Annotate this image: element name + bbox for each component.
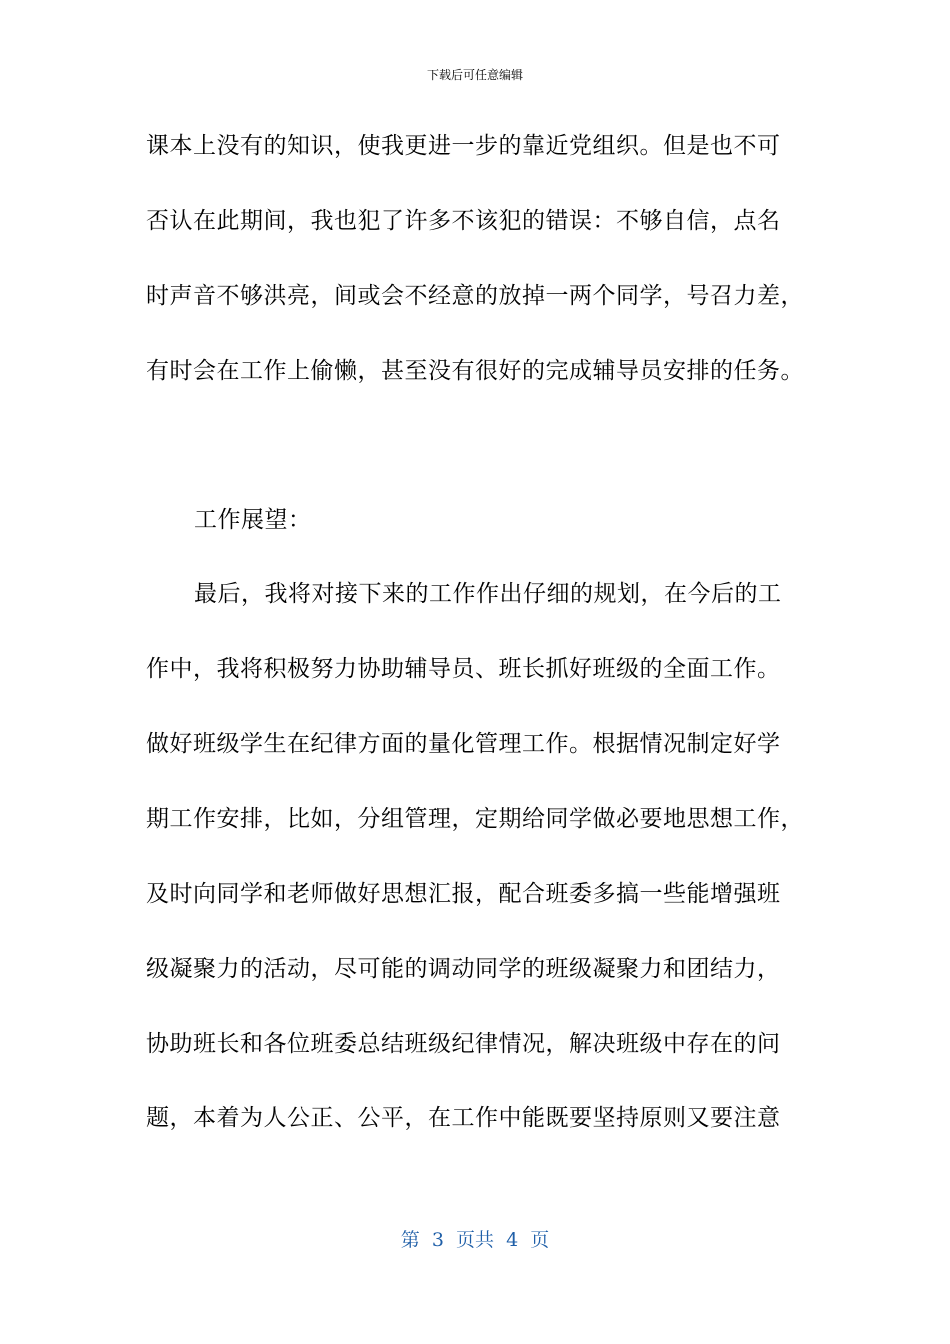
body-line: 级凝聚力的活动，尽可能的调动同学的班级凝聚力和团结力， [146,956,781,982]
body-line: 作中，我将积极努力协助辅导员、班长抓好班级的全面工作。 [146,656,781,682]
body-line: 期工作安排，比如，分组管理，定期给同学做必要地思想工作， [146,806,804,832]
body-line: 课本上没有的知识，使我更进一步的靠近党组织。但是也不可 [146,133,781,159]
body-line: 最后，我将对接下来的工作作出仔细的规划，在今后的工 [194,581,782,607]
body-line: 有时会在工作上偷懒，甚至没有很好的完成辅导员安排的任务。 [146,358,804,384]
body-line: 做好班级学生在纪律方面的量化管理工作。根据情况制定好学 [146,731,781,757]
section-heading: 工作展望： [194,507,312,533]
body-line: 协助班长和各位班委总结班级纪律情况，解决班级中存在的问 [146,1031,781,1057]
page-number: 第 3 页共 4 页 [400,1229,550,1251]
body-line: 否认在此期间，我也犯了许多不该犯的错误：不够自信，点名 [146,208,781,234]
body-line: 及时向同学和老师做好思想汇报，配合班委多搞一些能增强班 [146,881,781,907]
body-line: 时声音不够洪亮，间或会不经意的放掉一两个同学，号召力差， [146,283,804,309]
page-header: 下载后可任意编辑 [426,68,523,82]
body-line: 题，本着为人公正、公平，在工作中能既要坚持原则又要注意 [146,1105,781,1131]
